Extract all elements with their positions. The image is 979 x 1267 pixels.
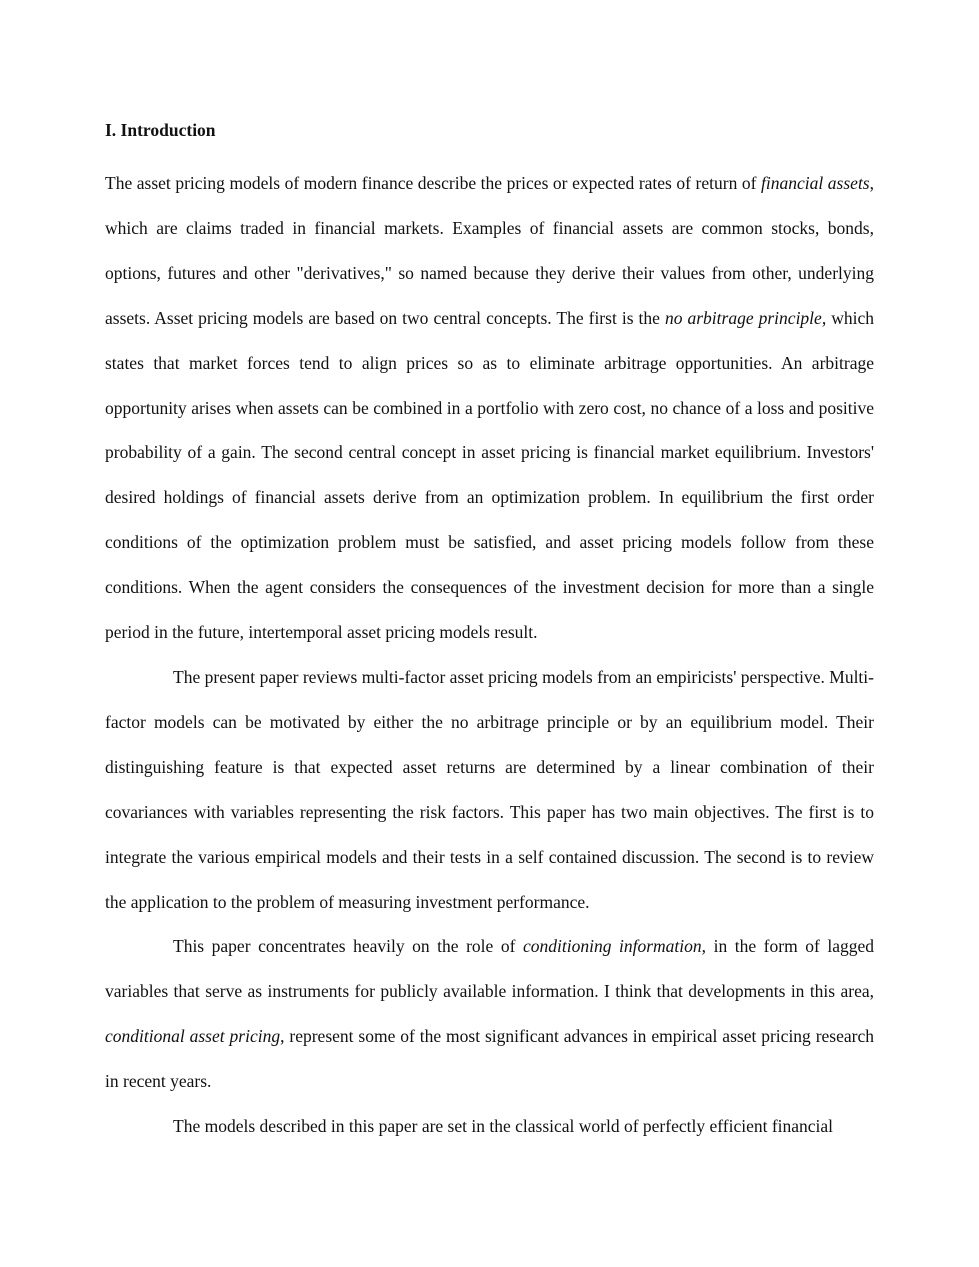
italic-run: conditioning information — [522, 936, 702, 957]
text-run: , which are claims traded in financial markets. Examples of financial assets are common stocks, bonds, options, futures and other "derivatives," so named because they derive their values from other, underlying assets. Asset pricing models are based on two central concepts. The first is the — [105, 173, 874, 328]
text-run: , which states that market forces tend to align prices so as to eliminate arbitrage opportunities. An arbitrage opportunity arises when assets can be combined in a portfolio with zero cost, no chance of a loss and positive probability of a gain. The second central concept in asset pricing is financial market equilibrium. Investors' desired holdings of financial assets derive from an optimization problem. In equilibrium the first order conditions of the optimization problem must be satisfied, and asset pricing models follow from these conditions. When the agent considers the consequences of the investment decision for more than a single period in the future, intertemporal asset pricing models result. — [105, 307, 874, 643]
paragraph-3 — [105, 924, 874, 1104]
text-run: , represent some of the most significant advances in empirical asset pricing research in recent years. — [105, 1026, 874, 1092]
text-run: This paper concentrates heavily on the role of — [173, 936, 523, 957]
paragraph-2 — [105, 655, 874, 924]
paragraph-4 — [105, 1104, 874, 1149]
text-run: The models described in this paper are set in the classical world of perfectly efficient financial — [173, 1116, 834, 1137]
italic-run: financial assets — [761, 173, 870, 193]
italic-run: no arbitrage principle — [664, 307, 822, 328]
section-heading: I. Introduction — [105, 120, 216, 140]
paragraph-1 — [105, 161, 874, 655]
text-run: The present paper reviews multi-factor asset pricing models from an empiricists' perspective. Multi-factor models can be motivated by either the no arbitrage principle or by an equilibrium model. Their distinguishing feature is that expected asset returns are determined by a linear combination of their covariances with variables representing the risk factors. This paper has two main objectives. The first is to integrate the various empirical models and their tests in a self contained discussion. The second is to review the application to the problem of measuring investment performance. — [105, 666, 874, 912]
italic-run: conditional asset pricing — [105, 1026, 281, 1047]
text-run: The asset pricing models of modern finance describe the prices or expected rates of return of — [105, 173, 762, 193]
document-page — [105, 116, 874, 1149]
text-run: , in the form of lagged variables that serve as instruments for publicly available information. I think that developments in this area, — [105, 936, 874, 1002]
